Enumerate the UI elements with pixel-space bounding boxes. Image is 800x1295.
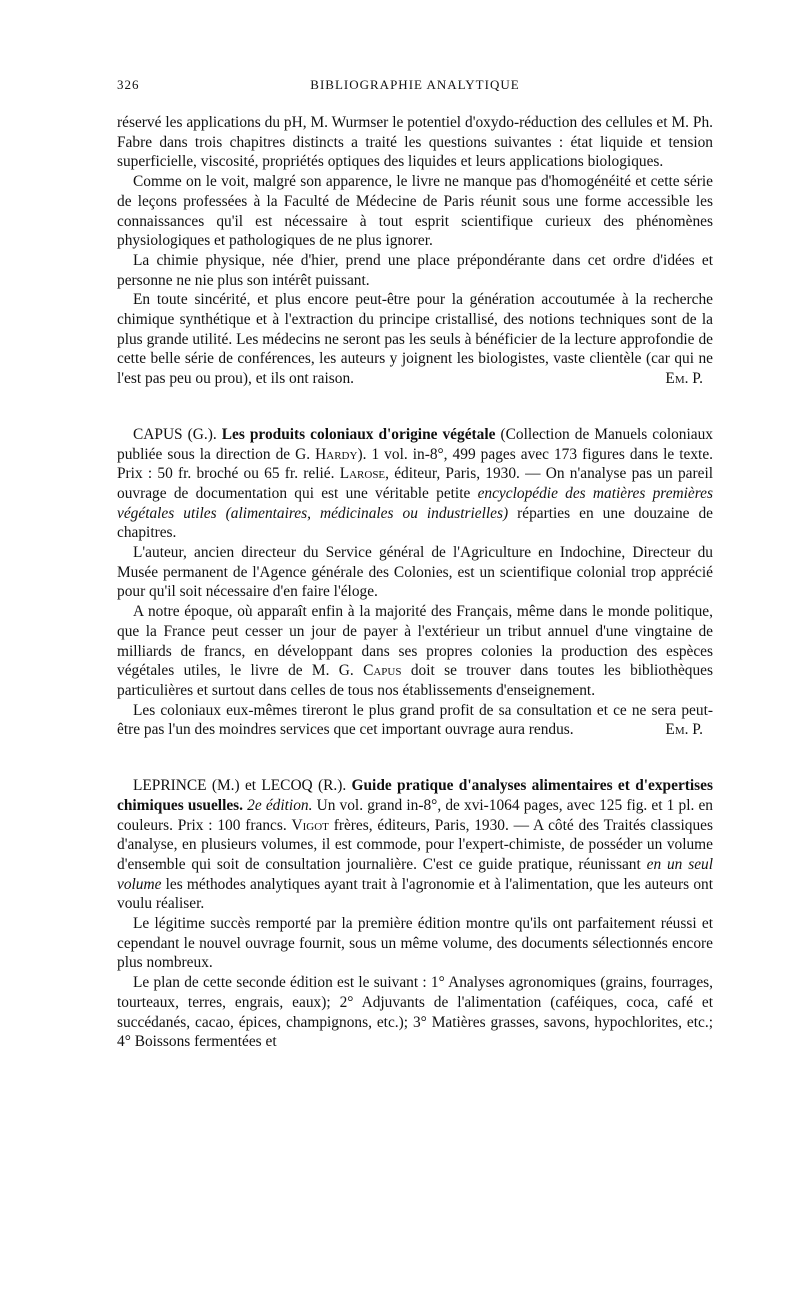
entry-title: Guide pratique d'analyses alimentaires et d'expertises chimiques usuelles. [117, 777, 713, 814]
paragraph: réservé les applications du pH, M. Wurmser le potentiel d'oxydo-réduction des cellules et M. Ph. Fabre dans trois chapitres distincts a traité les questions suivantes : état liquide et tension superficielle, viscosité, propriétés optiques des liquides et leurs applications biologiques. [117, 114, 713, 171]
review-chimie-physique [117, 113, 713, 389]
paragraph [117, 290, 713, 389]
paragraph: L'auteur, ancien directeur du Service général de l'Agriculture en Indochine, Directeur du Musée permanent de l'Agence générale des Colonies, est un scientifique colonial trop apprécié pour qu'il soit nécessaire d'en faire l'éloge. [117, 544, 713, 601]
bibliographic-entry [117, 776, 713, 914]
publisher-name: Larose [339, 465, 386, 483]
entry-citation: , éditeur, Paris, 1930. — On n'analyse pas un pareil ouvrage de documentation qui est une véritable petite [117, 465, 713, 502]
document-page [117, 75, 713, 1052]
review-leprince-lecoq [117, 776, 713, 1052]
entry-author: LEPRINCE (M.) et LECOQ (R.). [133, 777, 347, 795]
paragraph-text: A notre époque, où apparaît enfin à la majorité des Français, même dans le monde politique, que la France peut cesser un jour de payer à l'extérieur un tribut annuel d'une vingtaine de milliards de francs, en développant dans ses propres colonies la production des espèces végétales utiles, le livre de M. G. [117, 603, 713, 680]
entry-citation: frères, éditeurs, Paris, 1930. — A côté des Traités classiques d'analyse, en plusieurs volumes, il est commode, pour l'expert-chimiste, de posséder un volume d'ensemble qui soit de consultation journalière. C'est ce guide pratique, réunissant [117, 816, 713, 873]
italic-phrase: en un seul volume [117, 855, 714, 893]
paragraph-text: doit se trouver dans toutes les bibliothèques particulières et surtout dans celles de tous nos établissements d'enseignement. [117, 662, 713, 699]
page-header [117, 75, 713, 99]
author-name: Capus [363, 662, 402, 680]
paragraph: Le plan de cette seconde édition est le suivant : 1° Analyses agronomiques (grains, fourrages, tourteaux, terres, engrais, eaux); 2° Adjuvants de l'alimentation (caféiques, coca, café et succédanés, cacao, épices, champignons, etc.); 3° Matières grasses, savons, hypochlorites, etc.; 4° Boissons fermentées et [117, 974, 713, 1051]
section-gap [117, 389, 713, 425]
paragraph: La chimie physique, née d'hier, prend une place prépondérante dans cet ordre d'idées et personne ne nie plus son intérêt puissant. [117, 251, 713, 289]
series-editor: G. Hardy [295, 445, 358, 463]
paragraph: Comme on le voit, malgré son apparence, le livre ne manque pas d'homogénéité et cette série de leçons professées à la Faculté de Médecine de Paris réunit sous une forme accessible les connaissances qu'il est nécessaire à tout esprit scientifique curieux des phénomènes physiologiques et pathologiques de ne plus ignorer. [117, 173, 713, 250]
publisher-name: Vigot [291, 816, 329, 834]
page-number: 326 [117, 77, 140, 92]
reviewer-signature: Em. P. [665, 370, 703, 388]
entry-citation: réparties en une douzaine de chapitres. [117, 504, 714, 542]
entry-citation: (Collection de Manuels coloniaux publiée sous la direction de [117, 425, 713, 463]
bibliographic-entry [117, 425, 713, 543]
paragraph: Le légitime succès remporté par la première édition montre qu'ils ont parfaitement réussi et cependant le nouvel ouvrage fournit, sous un même volume, des documents sélectionnés encore plus nombreux. [117, 915, 713, 972]
entry-citation: les méthodes analytiques ayant trait à l'agronomie et à l'alimentation, que les auteurs ont voulu réaliser. [117, 875, 713, 913]
paragraph-text: Les coloniaux eux-mêmes tireront le plus grand profit de sa consultation et ce ne sera peut-être pas l'un des moindres services que cet important ouvrage aura rendus. [117, 701, 713, 739]
italic-phrase: encyclopédie des matières premières végétales utiles (alimentaires, médicinales ou industrielles) [117, 484, 713, 522]
entry-title: Les produits coloniaux d'origine végétale [221, 425, 496, 443]
running-title: BIBLIOGRAPHIE ANALYTIQUE [310, 77, 520, 92]
paragraph-text: En toute sincérité, et plus encore peut-être pour la génération accoutumée à la recherche chimique synthétique et à l'extraction du principe cristallisé, des notions techniques sont de la plus grande utilité. Les médecins ne seront pas les seuls à bénéficier de la lecture approfondie de cette belle série de conférences, les auteurs y joignent les biologistes, vaste clientèle (car qui ne l'est pas peu ou prou), et ils ont raison. [117, 291, 713, 388]
entry-author: CAPUS (G.). [133, 425, 217, 443]
section-gap [117, 740, 713, 776]
entry-citation: Un vol. grand in-8°, de xvi-1064 pages, avec 125 fig. et 1 pl. en couleurs. Prix : 100 francs. [117, 796, 713, 834]
reviewer-signature: Em. P. [665, 721, 703, 739]
review-capus [117, 425, 713, 740]
edition-label: 2e édition. [247, 796, 313, 814]
paragraph [117, 701, 713, 740]
paragraph [117, 602, 713, 701]
entry-citation: ). 1 vol. in-8°, 499 pages avec 173 figures dans le texte. Prix : 50 fr. broché ou 65 fr. relié. [117, 445, 713, 483]
